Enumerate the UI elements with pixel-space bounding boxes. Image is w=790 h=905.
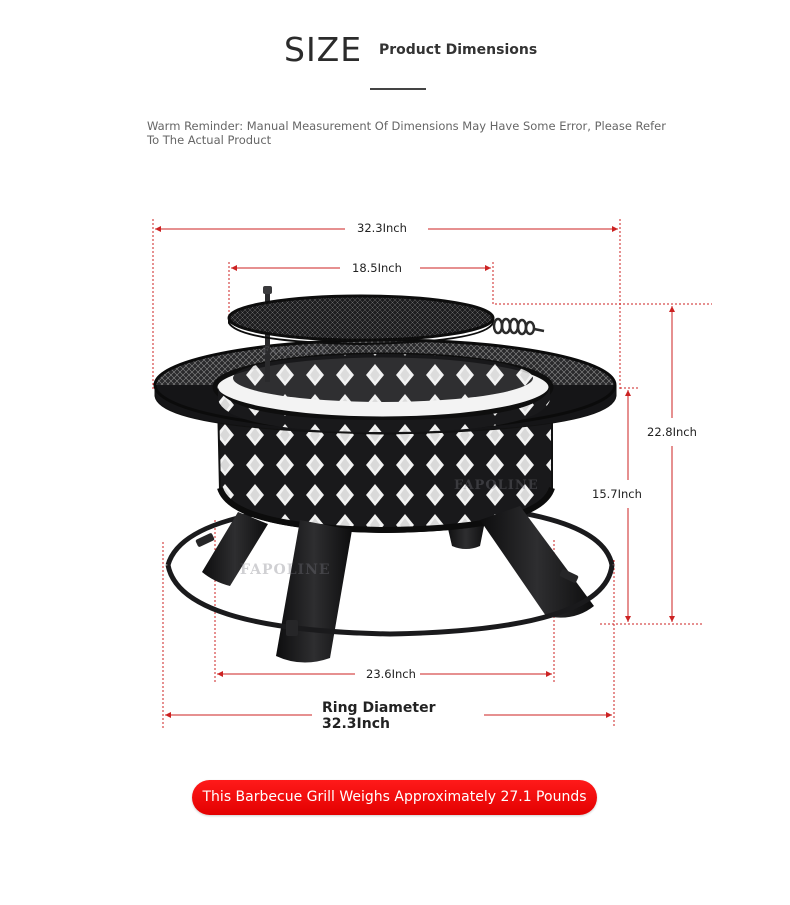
weight-banner: This Barbecue Grill Weighs Approximately 27.1 Pounds [192, 780, 597, 815]
ring-diameter-title: Ring Diameter [322, 700, 436, 716]
grill-width-label: 18.5Inch [352, 261, 402, 275]
front-leg-center [276, 520, 352, 663]
page-title: SIZE [284, 30, 363, 69]
measurement-reminder: Warm Reminder: Manual Measurement Of Dimensions May Have Some Error, Please Refer To The Actual Product [147, 119, 666, 147]
watermark-small: FAPOLINE [262, 346, 329, 357]
watermark-bottom: FAPOLINE [240, 562, 331, 578]
front-leg-right [480, 506, 594, 618]
page-subtitle: Product Dimensions [379, 42, 538, 58]
bowl-height-label: 15.7Inch [592, 487, 642, 501]
watermark-top: FAPOLINE [454, 478, 539, 493]
overall-width-label: 32.3Inch [357, 221, 407, 235]
leg-span-label: 23.6Inch [366, 667, 416, 681]
cooking-grate [229, 296, 493, 340]
ring-diameter-value: 32.3Inch [322, 716, 390, 732]
fire-pit-product [155, 286, 616, 663]
ring-diameter-label [322, 700, 435, 732]
total-height-label: 22.8Inch [647, 425, 697, 439]
grate-handle [494, 319, 544, 334]
